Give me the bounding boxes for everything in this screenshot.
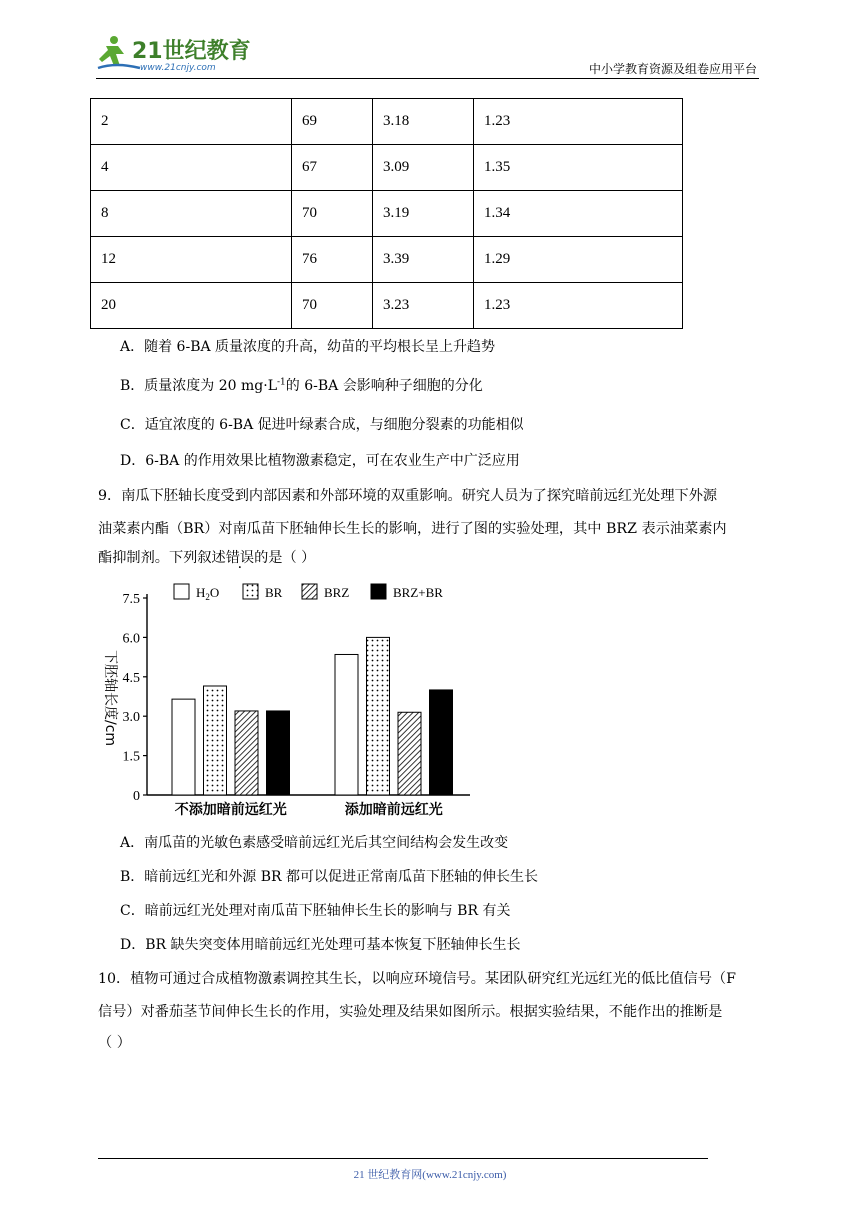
table-cell: 1.23	[474, 283, 683, 329]
legend-label: BRZ+BR	[393, 585, 443, 600]
q8-option-a: A．随着 6-BA 质量浓度的升高，幼苗的平均根长呈上升趋势	[120, 339, 496, 355]
logo-title: 21世纪教育	[132, 39, 251, 64]
q8-option-b-sup: -1	[277, 377, 286, 388]
bar-chart	[100, 578, 480, 823]
q9-line3-post: 的是（ ）	[254, 550, 316, 566]
q9-line3-pre: 酯抑制剂。下列叙述	[98, 550, 226, 566]
page-header	[96, 30, 759, 79]
table-cell: 3.09	[373, 145, 474, 191]
bar	[335, 654, 358, 795]
q8-option-c: C．适宜浓度的 6-BA 促进叶绿素合成，与细胞分裂素的功能相似	[120, 417, 524, 433]
bar	[204, 686, 227, 795]
table-cell: 1.34	[474, 191, 683, 237]
q8-option-b-post: 的 6-BA 会影响种子细胞的分化	[285, 378, 483, 394]
y-tick-label: 4.5	[122, 670, 140, 686]
table-cell: 3.39	[373, 237, 474, 283]
q9-option-d: D．BR 缺失突变体用暗前远红光处理可基本恢复下胚轴伸长生长	[120, 937, 521, 953]
bar	[367, 637, 390, 795]
q9-line2: 油菜素内酯（BR）对南瓜苗下胚轴伸长生长的影响，进行了图的实验处理，其中 BRZ 表示油菜素内	[98, 521, 727, 537]
y-tick-label: 3.0	[122, 710, 140, 726]
q10-line3: （ ）	[98, 1035, 131, 1051]
table-row	[91, 237, 683, 283]
q10-line2: 信号）对番茄茎节间伸长生长的作用，实验处理及结果如图所示。根据实验结果，不能作出的推断是	[98, 1004, 723, 1020]
q8-option-b-pre: B．质量浓度为 20 mg·L	[120, 378, 277, 394]
bar	[235, 711, 258, 795]
table-cell: 2	[91, 99, 292, 145]
q9-line3	[98, 547, 315, 567]
table-cell: 1.29	[474, 237, 683, 283]
table-cell: 8	[91, 191, 292, 237]
bar	[172, 699, 195, 795]
legend-swatch	[174, 584, 189, 599]
y-tick-label: 1.5	[122, 749, 140, 765]
table-cell: 1.23	[474, 99, 683, 145]
bar	[398, 712, 421, 795]
data-table	[90, 98, 683, 329]
q8-option-b	[120, 375, 483, 395]
legend-label: BR	[265, 585, 283, 600]
bar	[430, 690, 453, 795]
table-cell: 1.35	[474, 145, 683, 191]
q9-option-c: C．暗前远红光处理对南瓜苗下胚轴伸长生长的影响与 BR 有关	[120, 903, 511, 919]
table-cell: 70	[292, 283, 373, 329]
table-cell: 3.19	[373, 191, 474, 237]
q9-emphasis: 错误	[225, 550, 255, 566]
footer-text: 21 世纪教育网(www.21cnjy.com)	[353, 1169, 507, 1181]
logo-url: www.21cnjy.com	[140, 63, 216, 73]
x-category-label: 添加暗前远红光	[344, 802, 443, 818]
y-tick-label: 0	[133, 789, 140, 804]
bar	[267, 711, 290, 795]
table-cell: 3.18	[373, 99, 474, 145]
table-cell: 67	[292, 145, 373, 191]
legend-label: $H_2O$	[196, 585, 220, 602]
table-cell: 20	[91, 283, 292, 329]
site-logo	[96, 32, 266, 74]
footer-divider	[98, 1158, 708, 1159]
x-category-label: 不添加暗前远红光	[174, 802, 287, 818]
table-row	[91, 145, 683, 191]
table-cell: 4	[91, 145, 292, 191]
q10-line1: 10．植物可通过合成植物激素调控其生长，以响应环境信号。某团队研究红光远红光的低比值信号（F	[98, 971, 736, 987]
table-cell: 3.23	[373, 283, 474, 329]
q9-option-a: A．南瓜苗的光敏色素感受暗前远红光后其空间结构会发生改变	[120, 835, 509, 851]
table-cell: 76	[292, 237, 373, 283]
y-tick-label: 7.5	[122, 592, 140, 607]
legend-swatch	[302, 584, 317, 599]
y-tick-label: 6.0	[122, 631, 140, 647]
table-cell: 70	[292, 191, 373, 237]
q9-line1: 9．南瓜下胚轴长度受到内部因素和外部环境的双重影响。研究人员为了探究暗前远红光处理下外源	[98, 488, 718, 504]
q8-option-d: D．6-BA 的作用效果比植物激素稳定，可在农业生产中广泛应用	[120, 453, 520, 469]
legend-swatch	[371, 584, 386, 599]
table-row	[91, 283, 683, 329]
legend-label: BRZ	[324, 585, 350, 600]
table-cell: 12	[91, 237, 292, 283]
y-axis-label: 下胚轴长度/cm	[102, 650, 118, 747]
legend-swatch	[243, 584, 258, 599]
q9-option-b: B．暗前远红光和外源 BR 都可以促进正常南瓜苗下胚轴的伸长生长	[120, 869, 539, 885]
table-row	[91, 99, 683, 145]
table-row	[91, 191, 683, 237]
platform-name: 中小学教育资源及组卷应用平台	[588, 62, 757, 76]
table-cell: 69	[292, 99, 373, 145]
